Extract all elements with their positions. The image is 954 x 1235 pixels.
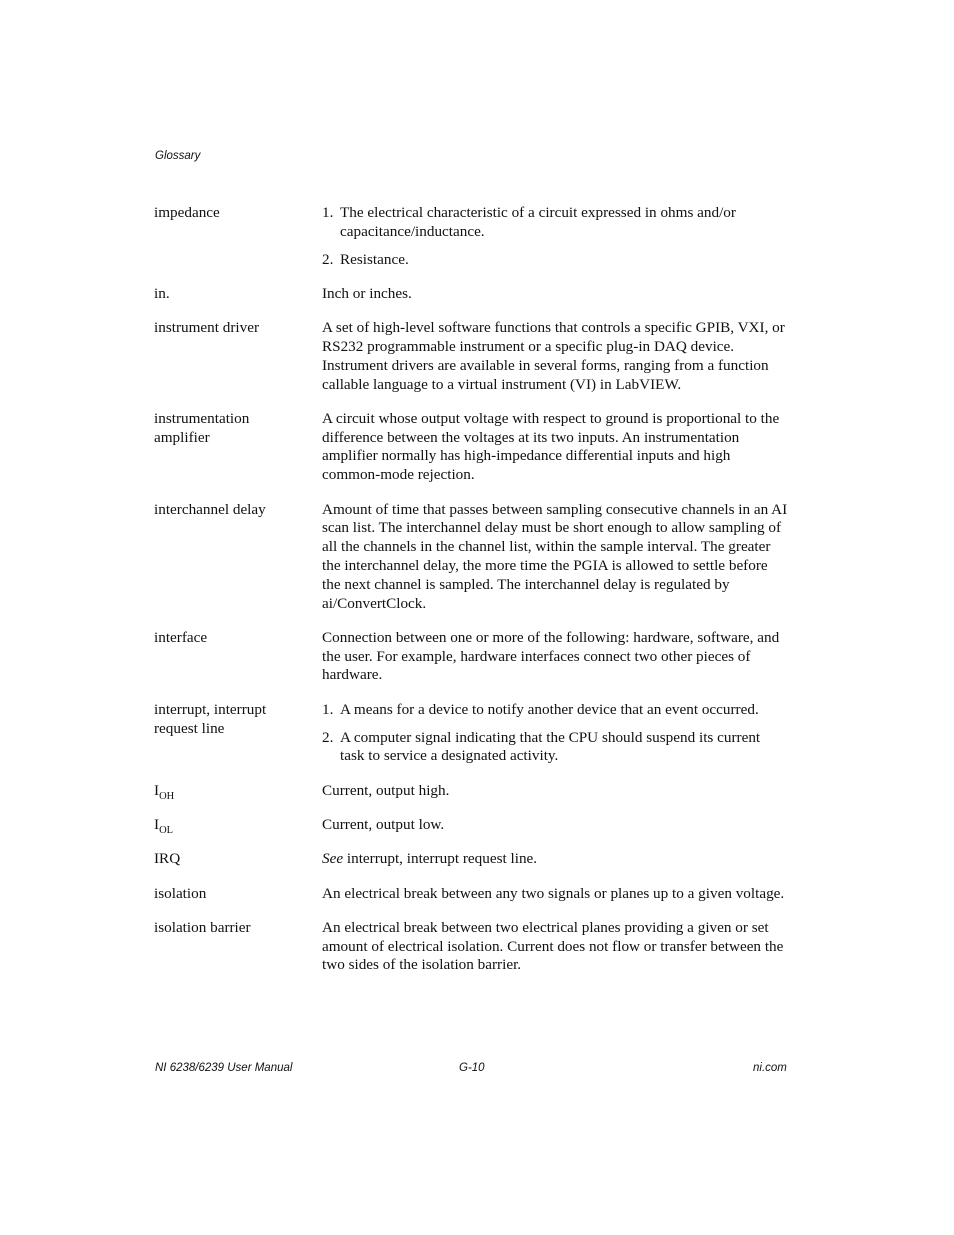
glossary-term: instrument driver: [154, 319, 260, 337]
glossary-definition: A circuit whose output voltage with respect to ground is proportional to the difference between the voltages at its two inputs. An instrumentation amplifier normally has high-impedance differential inputs and high common-mode rejection.: [322, 409, 780, 484]
glossary-term: interface: [154, 628, 208, 646]
glossary-term: IRQ: [154, 850, 181, 868]
see-reference-label: See: [322, 850, 344, 868]
glossary-term: isolation barrier: [154, 918, 251, 936]
glossary-definition: Connection between one or more of the following: hardware, software, and the user. For example, hardware interfaces connect two other pieces of hardware.: [322, 628, 780, 684]
glossary-entry: [154, 885, 788, 904]
glossary-definition: Inch or inches.: [322, 284, 412, 302]
glossary-entry: [154, 501, 788, 614]
glossary-entry: [154, 285, 788, 304]
glossary-term: interrupt, interrupt request line: [154, 700, 267, 737]
item-number: 1.: [322, 700, 334, 718]
glossary-definition: An electrical break between any two signals or planes up to a given voltage.: [322, 884, 785, 902]
term-subscript: OL: [159, 824, 174, 836]
footer-page-number: G-10: [459, 1062, 485, 1074]
glossary-entry: [154, 919, 788, 975]
glossary-term: in.: [154, 284, 170, 302]
glossary-entry: [154, 701, 788, 766]
glossary-term: [154, 782, 322, 801]
glossary-entry: [154, 629, 788, 685]
glossary-definition: [322, 204, 788, 269]
item-text: A means for a device to notify another device that an event occurred.: [340, 700, 759, 718]
running-header: Glossary: [155, 150, 201, 162]
see-reference-text: interrupt, interrupt request line.: [343, 850, 538, 868]
glossary-term: isolation: [154, 884, 207, 902]
definition-item: [322, 701, 788, 720]
glossary-term: impedance: [154, 204, 220, 221]
footer-manual-title: NI 6238/6239 User Manual: [155, 1062, 293, 1074]
item-text: A computer signal indicating that the CPU should suspend its current task to service a designated activity.: [340, 728, 761, 765]
glossary-definition: [322, 701, 788, 766]
glossary-definition: Amount of time that passes between sampling consecutive channels in an AI scan list. The interchannel delay must be short enough to allow sampling of all the channels in the channel list, within the sample interval. The greater the interchannel delay, the more time the PGIA is allowed to settle before the next channel is sampled. The interchannel delay is regulated by ai/ConvertClock.: [322, 500, 788, 612]
glossary-definition: [322, 850, 788, 869]
glossary-entry: [154, 410, 788, 485]
item-number: 2.: [322, 728, 334, 746]
glossary-entry: [154, 319, 788, 394]
definition-item: [322, 729, 788, 767]
term-symbol: I: [154, 815, 160, 833]
glossary-entry: [154, 816, 788, 835]
glossary-definition: Current, output low.: [322, 815, 445, 833]
term-subscript: OH: [159, 790, 175, 802]
glossary-entry: [154, 850, 788, 869]
glossary-term: [154, 816, 322, 835]
footer-website: ni.com: [753, 1062, 787, 1074]
glossary-definition: Current, output high.: [322, 781, 450, 799]
glossary-term: interchannel delay: [154, 500, 266, 518]
item-text: The electrical characteristic of a circuit expressed in ohms and/or capacitance/inductance.: [340, 204, 736, 240]
definition-item: [322, 251, 788, 270]
glossary-entry: [154, 204, 788, 269]
glossary-definition: An electrical break between two electrical planes providing a given or set amount of electrical isolation. Current does not flow or transfer between the two sides of the isolation barrier.: [322, 918, 784, 974]
glossary-definition: A set of high-level software functions that controls a specific GPIB, VXI, or RS232 programmable instrument or a specific plug-in DAQ device. Instrument drivers are available in several forms, ranging from a function callable language to a virtual instrument (VI) in LabVIEW.: [322, 319, 785, 393]
glossary-list: [154, 204, 788, 991]
item-text: Resistance.: [340, 250, 409, 268]
item-number: 1.: [322, 204, 334, 221]
glossary-term: instrumentation amplifier: [154, 409, 250, 446]
item-number: 2.: [322, 250, 334, 268]
glossary-entry: [154, 782, 788, 801]
term-symbol: I: [154, 781, 160, 799]
definition-item: [322, 204, 788, 242]
